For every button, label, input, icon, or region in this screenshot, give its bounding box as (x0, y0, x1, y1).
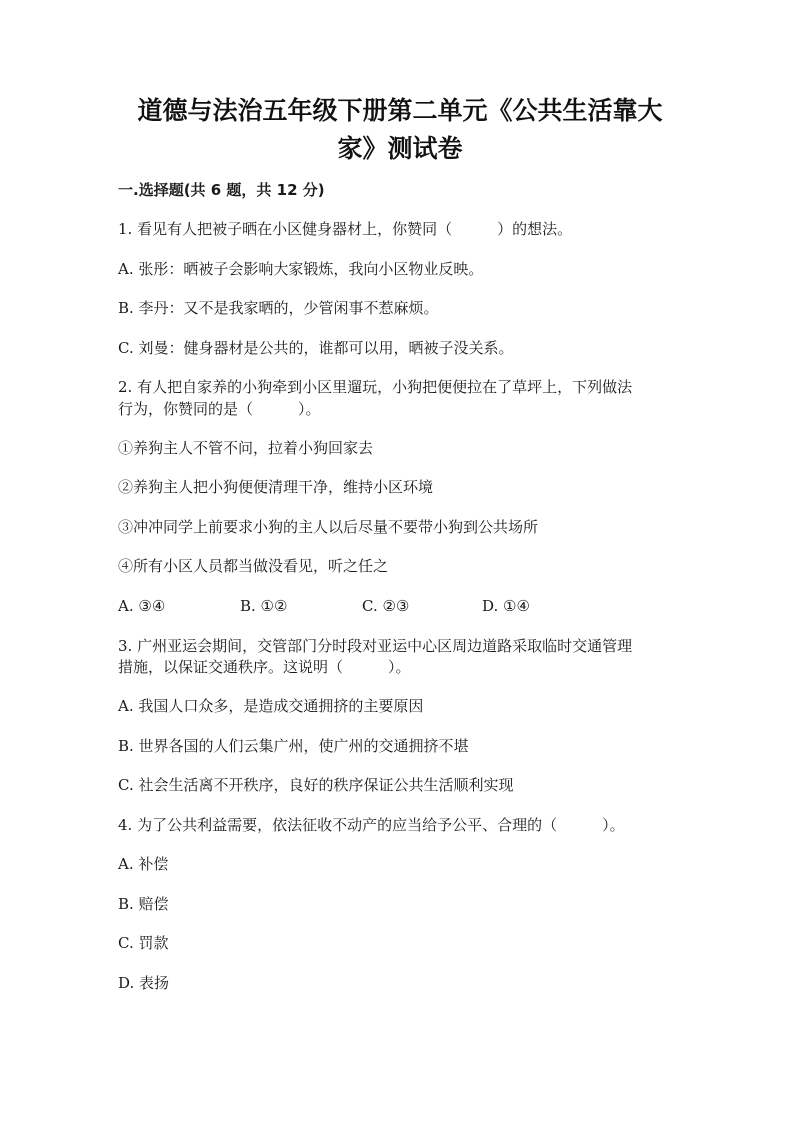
title-line-1: 道德与法治五年级下册第二单元《公共生活靠大 (137, 96, 663, 125)
question-3-option-b: B. 世界各国的人们云集广州，使广州的交通拥挤不堪 (118, 737, 469, 755)
question-1-option-a: A. 张彤：晒被子会影响大家锻炼，我向小区物业反映。 (118, 260, 484, 278)
question-2-option-c: C. ②③ (362, 597, 410, 615)
question-2-option-d: D. ①④ (482, 597, 530, 615)
page-title (100, 92, 700, 168)
question-1-option-c: C. 刘曼：健身器材是公共的，谁都可以用，晒被子没关系。 (118, 339, 514, 357)
question-3-option-a: A. 我国人口众多，是造成交通拥挤的主要原因 (118, 697, 424, 715)
question-2-stem-line-1: 2. 有人把自家养的小狗牵到小区里遛玩，小狗把便便拉在了草坪上，下列做法 (118, 378, 633, 396)
question-1-stem: 1. 看见有人把被子晒在小区健身器材上，你赞同（ ）的想法。 (118, 220, 573, 238)
question-2-option-a: A. ③④ (118, 597, 166, 615)
question-4-option-b: B. 赔偿 (118, 895, 169, 913)
title-line-2: 家》测试卷 (337, 134, 463, 163)
question-3-stem-line-2: 措施，以保证交通秩序。这说明（ ）。 (118, 658, 411, 676)
section-heading: 一.选择题(共 6 题，共 12 分) (118, 181, 325, 199)
question-4-option-c: C. 罚款 (118, 934, 169, 952)
question-4-option-d: D. 表扬 (118, 974, 170, 992)
question-2-statement-2: ②养狗主人把小狗便便清理干净，维持小区环境 (118, 478, 434, 496)
question-4-option-a: A. 补偿 (118, 855, 169, 873)
question-4-stem: 4. 为了公共利益需要，依法征收不动产的应当给予公平、合理的（ ）。 (118, 816, 625, 834)
question-2-statement-4: ④所有小区人员都当做没看见，听之任之 (118, 557, 389, 575)
question-1-option-b: B. 李丹：又不是我家晒的，少管闲事不惹麻烦。 (118, 299, 439, 317)
question-3-stem-line-1: 3. 广州亚运会期间，交管部门分时段对亚运中心区周边道路采取临时交通管理 (118, 637, 633, 655)
question-2-statement-3: ③冲冲同学上前要求小狗的主人以后尽量不要带小狗到公共场所 (118, 518, 539, 536)
question-2-stem-line-2: 行为，你赞同的是（ ）。 (118, 400, 321, 418)
question-2-option-b: B. ①② (240, 597, 288, 615)
question-2-statement-1: ①养狗主人不管不问，拉着小狗回家去 (118, 439, 374, 457)
question-3-option-c: C. 社会生活离不开秩序，良好的秩序保证公共生活顺利实现 (118, 776, 514, 794)
